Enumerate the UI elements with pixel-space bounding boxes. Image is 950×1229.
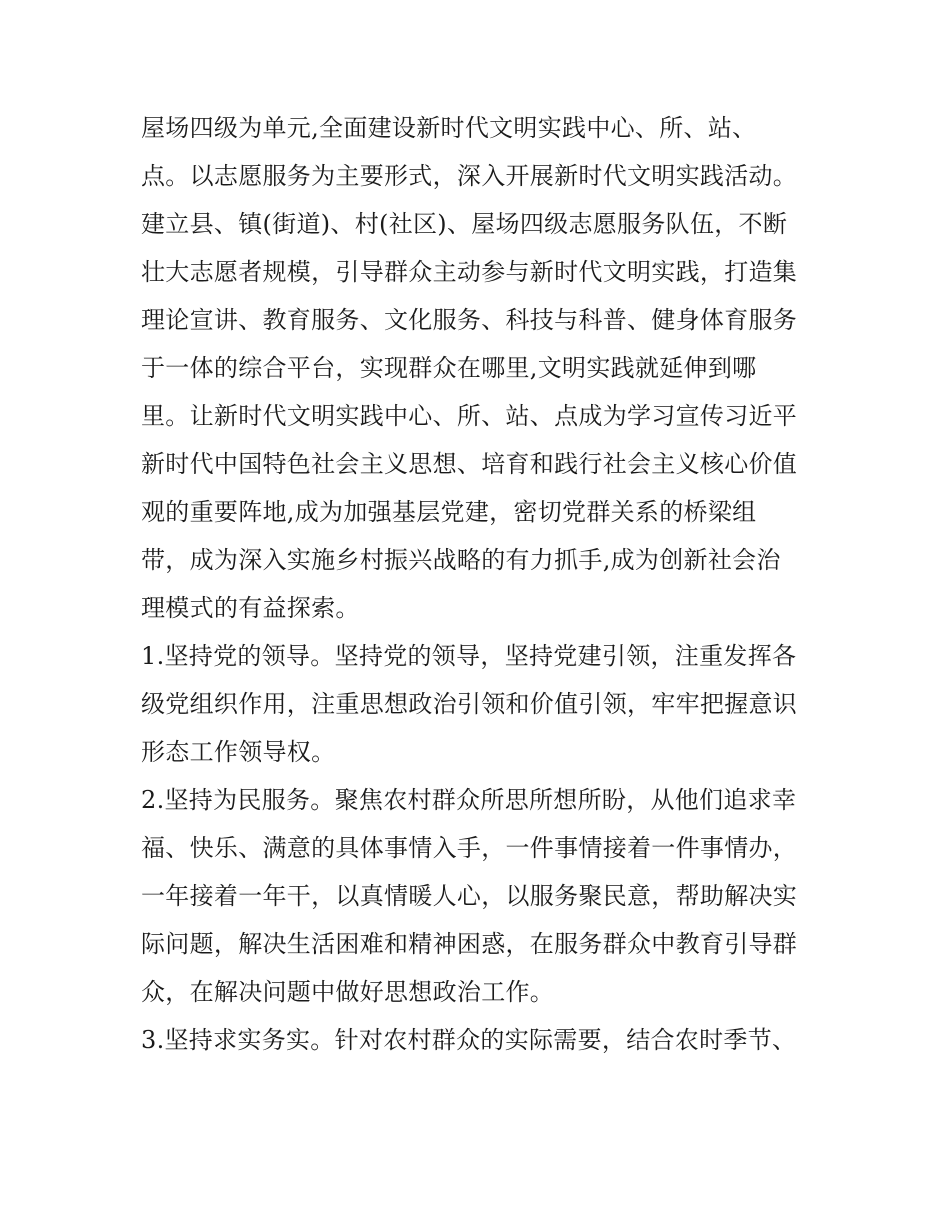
- text-line: 一年接着一年干，以真情暖人心，以服务聚民意，帮助解决实: [141, 882, 798, 910]
- body-text: [141, 104, 821, 1064]
- list-item-3-line: 3.坚持求实务实。针对农村群众的实际需要，结合农时季节、: [141, 1026, 797, 1054]
- text-line: 屋场四级为单元,全面建设新时代文明实践中心、所、站、: [141, 114, 757, 142]
- text-line: 观的重要阵地,成为加强基层党建，密切党群关系的桥梁组: [141, 498, 757, 526]
- text-line: 理论宣讲、教育服务、文化服务、科技与科普、健身体育服务: [141, 306, 798, 334]
- text-line: 理模式的有益探索。: [141, 594, 360, 622]
- text-line: 众，在解决问题中做好思想政治工作。: [141, 978, 555, 1006]
- text-line: 点。以志愿服务为主要形式，深入开展新时代文明实践活动。: [141, 162, 798, 190]
- text-line: 里。让新时代文明实践中心、所、站、点成为学习宣传习近平: [141, 402, 798, 430]
- text-line: 际问题，解决生活困难和精神困惑，在服务群众中教育引导群: [141, 930, 798, 958]
- list-item-1-line: 1.坚持党的领导。坚持党的领导，坚持党建引领，注重发挥各: [141, 642, 797, 670]
- text-line: 新时代中国特色社会主义思想、培育和践行社会主义核心价值: [141, 450, 798, 478]
- text-line: 福、快乐、满意的具体事情入手，一件事情接着一件事情办，: [141, 834, 798, 862]
- text-line: 建立县、镇(街道)、村(社区)、屋场四级志愿服务队伍，不断: [141, 210, 788, 238]
- text-line: 壮大志愿者规模，引导群众主动参与新时代文明实践，打造集: [141, 258, 798, 286]
- text-line: 带，成为深入实施乡村振兴战略的有力抓手,成为创新社会治: [141, 546, 781, 574]
- text-line: 级党组织作用，注重思想政治引领和价值引领，牢牢把握意识: [141, 690, 798, 718]
- text-line: 于一体的综合平台，实现群众在哪里,文明实践就延伸到哪: [141, 354, 757, 382]
- list-item-2-line: 2.坚持为民服务。聚焦农村群众所思所想所盼，从他们追求幸: [141, 786, 797, 814]
- text-line: 形态工作领导权。: [141, 738, 336, 766]
